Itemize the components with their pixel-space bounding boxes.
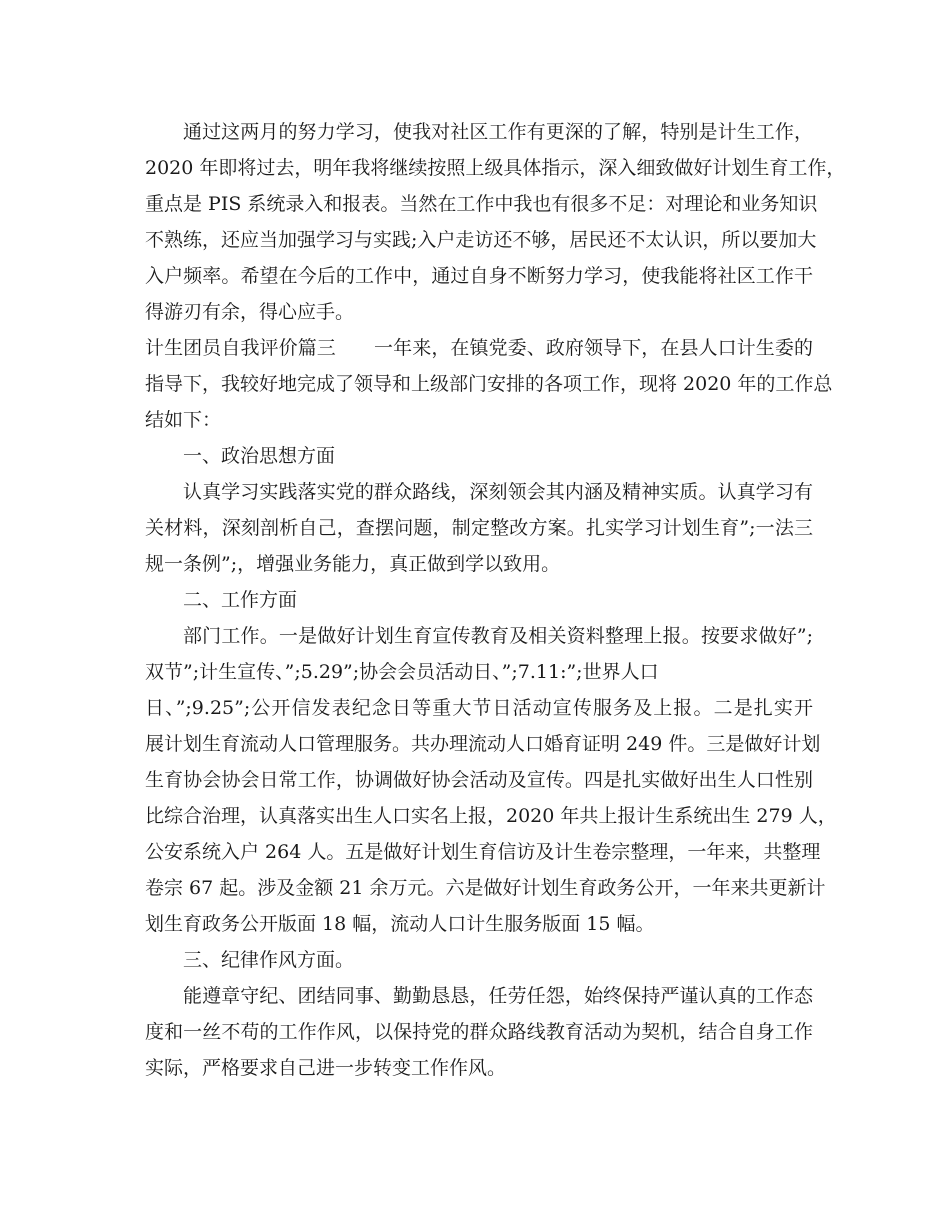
heading-work: 二、工作方面 — [183, 589, 298, 611]
text-line: 入户频率。希望在今后的工作中，通过自身不断努力学习，使我能将社区工作干 — [145, 265, 813, 287]
text-line: 生育协会协会日常工作，协调做好协会活动及宣传。四是扎实做好出生人口性别 — [145, 769, 813, 791]
text-line: 度和一丝不苟的工作作风，以保持党的群众路线教育活动为契机，结合自身工作 — [145, 1021, 813, 1043]
section-title-line: 计生团员自我评价篇三 一年来，在镇党委、政府领导下，在县人口计生委的 — [145, 337, 813, 359]
heading-political: 一、政治思想方面 — [183, 445, 336, 467]
text-line: 公安系统入户 264 人。五是做好计划生育信访及计生卷宗整理，一年来，共整理 — [145, 841, 821, 863]
text-line: 比综合治理，认真落实出生人口实名上报，2020 年共上报计生系统出生 279 人， — [145, 805, 837, 827]
text-line: 日、”;9.25”;公开信发表纪念日等重大节日活动宣传服务及上报。二是扎实开 — [145, 697, 813, 719]
text-line: 不熟练，还应当加强学习与实践;入户走访还不够，居民还不太认识，所以要加大 — [145, 229, 817, 251]
document-body — [145, 114, 846, 1086]
text-line: 通过这两月的努力学习，使我对社区工作有更深的了解，特别是计生工作， — [183, 121, 813, 143]
text-line: 结如下： — [145, 409, 222, 431]
text-line: 2020 年即将过去，明年我将继续按照上级具体指示，深入细致做好计划生育工作， — [145, 157, 846, 179]
text-line: 重点是 PIS 系统录入和报表。当然在工作中我也有很多不足：对理论和业务知识 — [145, 193, 818, 215]
text-line: 能遵章守纪、团结同事、勤勤恳恳，任劳任怨，始终保持严谨认真的工作态 — [183, 985, 813, 1007]
text-line: 得游刃有余，得心应手。 — [145, 301, 355, 323]
text-line: 认真学习实践落实党的群众路线，深刻领会其内涵及精神实质。认真学习有 — [183, 481, 813, 503]
text-line: 划生育政务公开版面 18 幅，流动人口计生服务版面 15 幅。 — [145, 913, 655, 935]
text-line: 部门工作。一是做好计划生育宣传教育及相关资料整理上报。按要求做好”; — [183, 625, 813, 647]
text-line: 指导下，我较好地完成了领导和上级部门安排的各项工作，现将 2020 年的工作总 — [145, 373, 833, 395]
text-line: 关材料，深刻剖析自己，查摆问题，制定整改方案。扎实学习计划生育”;一法三 — [145, 517, 813, 539]
text-line: 展计划生育流动人口管理服务。共办理流动人口婚育证明 249 件。三是做好计划 — [145, 733, 821, 755]
text-line: 实际，严格要求自己进一步转变工作作风。 — [145, 1057, 507, 1079]
text-line: 卷宗 67 起。涉及金额 21 余万元。六是做好计划生育政务公开，一年来共更新计 — [145, 877, 826, 899]
text-line: 双节”;计生宣传、”;5.29”;协会会员活动日、”;7.11:”;世界人口 — [145, 661, 659, 683]
heading-discipline: 三、纪律作风方面。 — [183, 949, 355, 971]
text-line: 规一条例”;，增强业务能力，真正做到学以致用。 — [145, 553, 561, 575]
